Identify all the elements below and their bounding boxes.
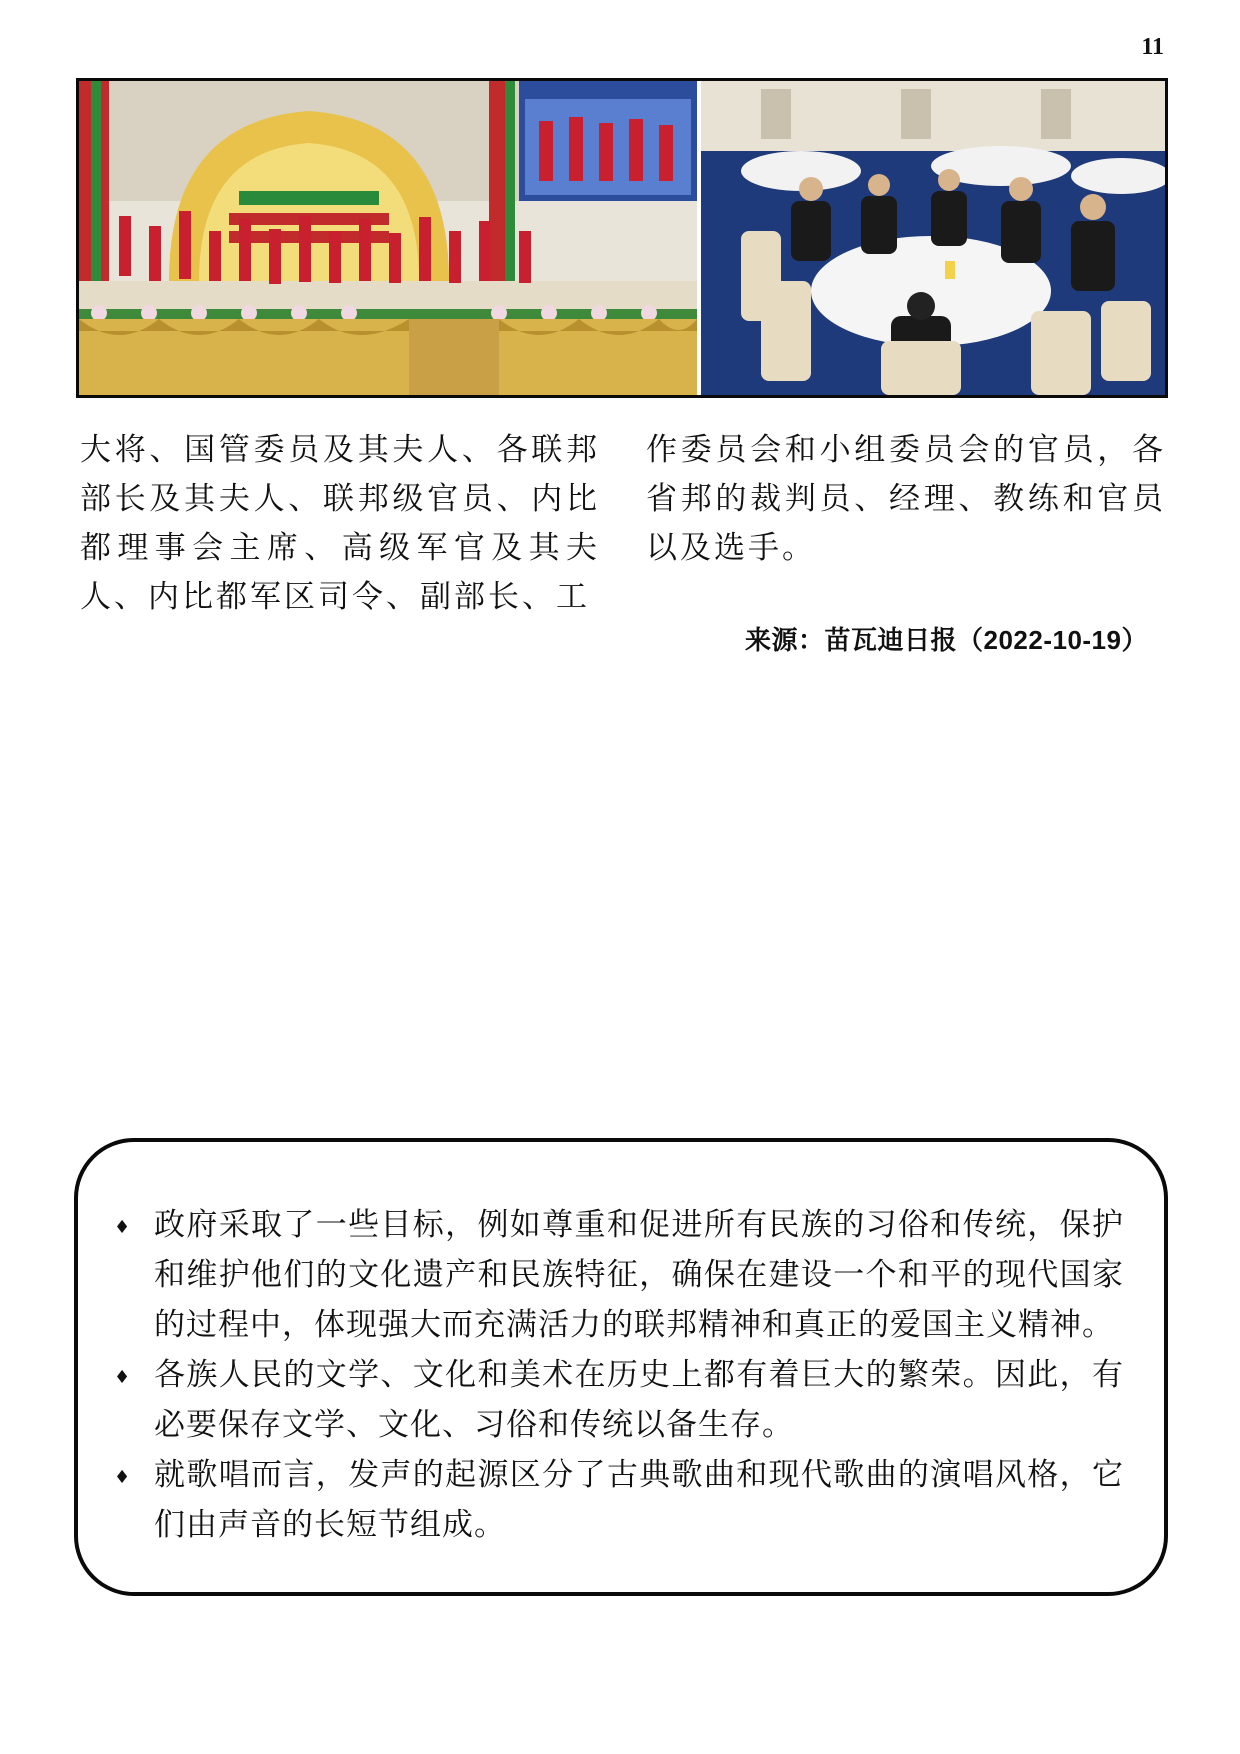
summary-list bbox=[108, 1200, 1124, 1550]
banquet-hall-illustration bbox=[701, 81, 1165, 395]
article-source bbox=[745, 620, 1148, 657]
summary-item bbox=[108, 1450, 1124, 1550]
source-label: 来源：苗瓦迪日报（ bbox=[744, 626, 984, 656]
stage-performance-illustration bbox=[79, 81, 697, 395]
summary-item bbox=[108, 1350, 1124, 1450]
source-date: 2022-10-19 bbox=[983, 625, 1122, 655]
stage-performance-photo bbox=[79, 81, 701, 395]
banquet-hall-photo bbox=[701, 81, 1165, 395]
photo-strip bbox=[76, 78, 1168, 398]
summary-item-text: 政府采取了一些目标，例如尊重和促进所有民族的习俗和传统，保护和维护他们的文化遗产和民族特征，确保在建设一个和平的现代国家的过程中，体现强大而充满活力的联邦精神和真正的爱国主义精神。 bbox=[154, 1207, 1124, 1343]
diamond-bullet-icon: ♦ bbox=[114, 1467, 132, 1488]
diamond-bullet-icon: ♦ bbox=[114, 1217, 132, 1238]
source-close: ） bbox=[1121, 626, 1148, 656]
diamond-bullet-icon: ♦ bbox=[114, 1367, 132, 1388]
article-columns bbox=[80, 426, 1166, 622]
summary-box bbox=[74, 1138, 1168, 1596]
summary-item-text: 就歌唱而言，发声的起源区分了古典歌曲和现代歌曲的演唱风格，它们由声音的长短节组成。 bbox=[154, 1457, 1124, 1543]
article-right-column: 作委员会和小组委员会的官员，各省邦的裁判员、经理、教练和官员以及选手。 bbox=[646, 432, 1166, 566]
page-number: 11 bbox=[1141, 34, 1164, 60]
article-left-column: 大将、国管委员及其夫人、各联邦部长及其夫人、联邦级官员、内比都理事会主席、高级军官及其夫人、内比都军区司令、副部长、工 bbox=[80, 432, 600, 615]
summary-item-text: 各族人民的文学、文化和美术在历史上都有着巨大的繁荣。因此，有必要保存文学、文化、习俗和传统以备生存。 bbox=[154, 1357, 1124, 1443]
summary-item bbox=[108, 1200, 1124, 1350]
